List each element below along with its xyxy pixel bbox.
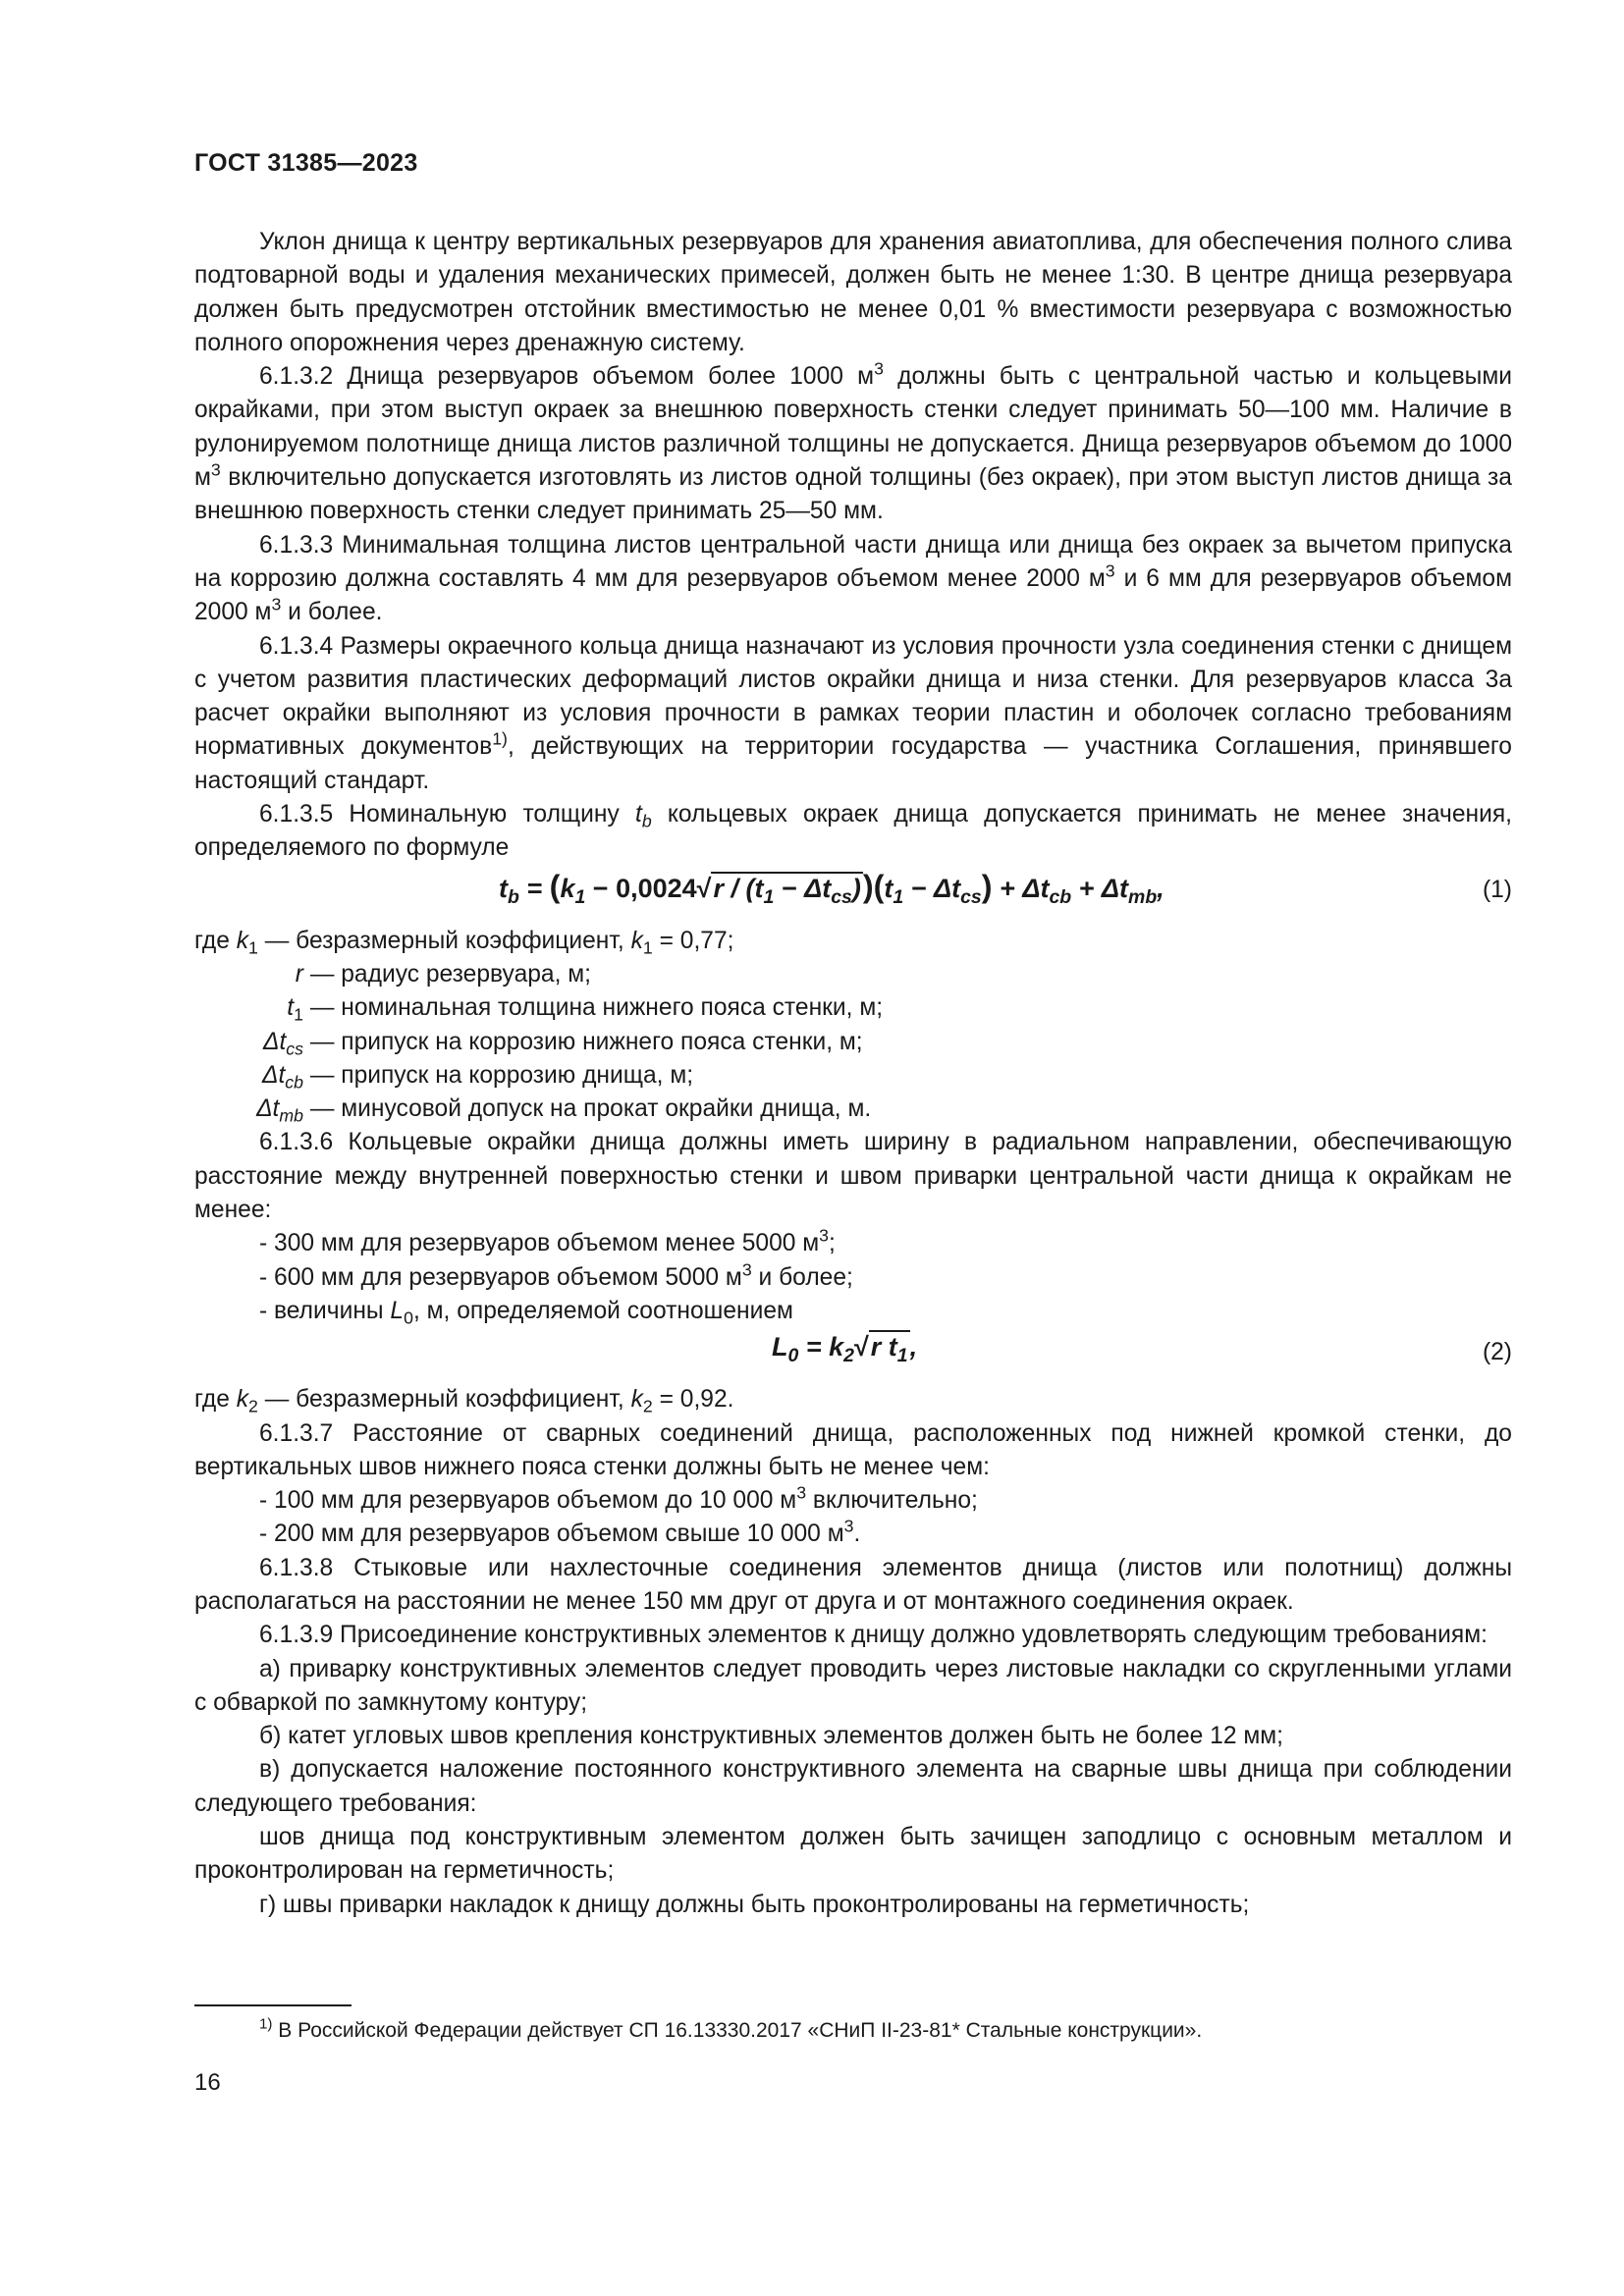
formula-1 xyxy=(194,866,1512,925)
paragraph-slope: Уклон днища к центру вертикальных резервуаров для хранения авиатоплива, для обеспечения полного слива подтоварной воды и удаления механических примесей, должен быть не менее 1:30. В центре днища резервуара должен быть предусмотрен отстойник вместимостью не менее 0,01 % вместимости резервуара с возможностью полного опорожнения через дренажную систему. xyxy=(194,229,1512,356)
document-header: ГОСТ 31385—2023 xyxy=(194,149,418,177)
paragraph-6-1-3-3: 6.1.3.3 Минимальная толщина листов центральной части днища или днища без окраек за вычетом припуска на коррозию должна составлять 4 мм для резервуаров объемом менее 2000 $м^3$ и 6 мм для резервуаров объемом 2000 $м^3$ и более. xyxy=(194,531,1512,626)
formula-1-legend xyxy=(194,925,1512,1127)
list-item: - величины $L_0$, м, определяемой соотношением xyxy=(259,1297,793,1328)
formula-2 xyxy=(194,1328,1512,1383)
formula-2-expression: $L_0 = k_2√r$ $t_1$, xyxy=(772,1332,918,1367)
formula-2-legend: где $k_2$ — безразмерный коэффициент, $k_2 = 0,92$. xyxy=(194,1386,734,1416)
formula-1-number: (1) xyxy=(1482,876,1512,903)
list-item-b: б) катет угловых швов крепления конструктивных элементов должен быть не более 12 мм; xyxy=(259,1723,1283,1750)
list-item-c-detail: шов днища под конструктивным элементом должен быть зачищен заподлицо с основным металлом и проконтролирован на герметичность; xyxy=(194,1824,1512,1885)
list-item-c: в) допускается наложение постоянного конструктивного элемента на сварные швы днища при соблюдении следующего требования: xyxy=(194,1756,1512,1817)
list-item: - 300 мм для резервуаров объемом менее 5000 $м^3$; xyxy=(259,1225,836,1257)
paragraph-6-1-3-6: 6.1.3.6 Кольцевые окрайки днища должны иметь ширину в радиальном направлении, обеспечивающую расстояние между внутренней поверхностью стенки и швом приварки центральной части днища к окрайкам не менее: xyxy=(194,1129,1512,1224)
legend-row: r — радиус резервуара, м; xyxy=(295,960,592,988)
legend-row: $t_1$ — номинальная толщина нижнего пояса стенки, м; xyxy=(287,994,884,1025)
list-item-a: а) приварку конструктивных элементов следует проводить через листовые накладки со скругленными углами с обваркой по замкнутому контуру; xyxy=(194,1655,1512,1716)
paragraph-6-1-3-2: 6.1.3.2 Днища резервуаров объемом более 1000 $м^3$ должны быть с центральной частью и кольцевыми окрайками, при этом выступ окраек за внешнюю поверхность стенки следует принимать 50—100 мм. Наличие в рулонируемом полотнище днища листов различной толщины не допускается. Днища резервуаров объемом до 1000 $м^3$ включительно допускается изготовлять из листов одной толщины (без окраек), при этом выступ листов днища за внешнюю поверхность стенки следует принимать 25—50 мм. xyxy=(194,358,1512,525)
paragraph-6-1-3-5: 6.1.3.5 Номинальную толщину $t_b$ кольцевых окраек днища допускается принимать не менее значения, определяемого по формуле xyxy=(194,801,1512,862)
footnote-ref: 1) xyxy=(492,728,508,749)
page-number: 16 xyxy=(194,2069,221,2096)
legend-row: $\Delta t_{cb}$ — припуск на коррозию днища, м; xyxy=(261,1061,694,1093)
formula-1-expression: $t_b = (k_1 - 0,0024√r / (t_1 - \Delta t_{cs}))(t_1 - \Delta t_{cs}) + \Delta t_{cb} + \Delta t_{mb}$, xyxy=(499,868,1164,908)
paragraph-6-1-3-7: 6.1.3.7 Расстояние от сварных соединений днища, расположенных под нижней кромкой стенки, до вертикальных швов нижнего пояса стенки должны быть не менее чем: xyxy=(194,1419,1512,1480)
document-body xyxy=(194,226,1512,1922)
paragraph-6-1-3-4: 6.1.3.4 Размеры окраечного кольца днища назначают из условия прочности узла соединения стенки с днищем с учетом развития пластических деформаций листов окрайки днища и низа стенки. Для резервуаров класса 3а расчет окрайки выполняют из условия прочности в рамках теории пластин и оболочек согласно требованиям нормативных документов$^{1)}$, действующих на территории государства — участника Соглашения, принявшего настоящий стандарт. xyxy=(194,632,1512,794)
legend-row: $\Delta t_{mb}$ — минусовой допуск на прокат окрайки днища, м. xyxy=(256,1095,872,1126)
list-item-d: г) швы приварки накладок к днищу должны быть проконтролированы на герметичность; xyxy=(259,1891,1250,1918)
list-item: - 600 мм для резервуаров объемом 5000 $м^3$ и более; xyxy=(259,1258,853,1291)
footnote-divider xyxy=(194,2004,352,2006)
list-item: - 200 мм для резервуаров объемом свыше 10 000 $м^3$. xyxy=(259,1516,861,1548)
legend-row: где $k_1$ — безразмерный коэффициент, $k_1 = 0,77$; xyxy=(194,927,734,957)
paragraph-6-1-3-8: 6.1.3.8 Стыковые или нахлесточные соединения элементов днища (листов или полотнищ) должны располагаться на расстоянии не менее 150 мм друг от друга и от монтажного соединения окраек. xyxy=(194,1554,1512,1615)
list-item: - 100 мм для резервуаров объемом до 10 000 $м^3$ включительно; xyxy=(259,1482,978,1515)
formula-2-number: (2) xyxy=(1482,1339,1512,1366)
paragraph-6-1-3-9: 6.1.3.9 Присоединение конструктивных элементов к днищу должно удовлетворять следующим требованиям: xyxy=(259,1622,1488,1649)
footnote: $^{1)}$ В Российской Федерации действует СП 16.13330.2017 «СНиП II-23-81* Стальные конструкции». xyxy=(259,2015,1203,2042)
legend-row: $\Delta t_{cs}$ — припуск на коррозию нижнего пояса стенки, м; xyxy=(262,1028,863,1058)
